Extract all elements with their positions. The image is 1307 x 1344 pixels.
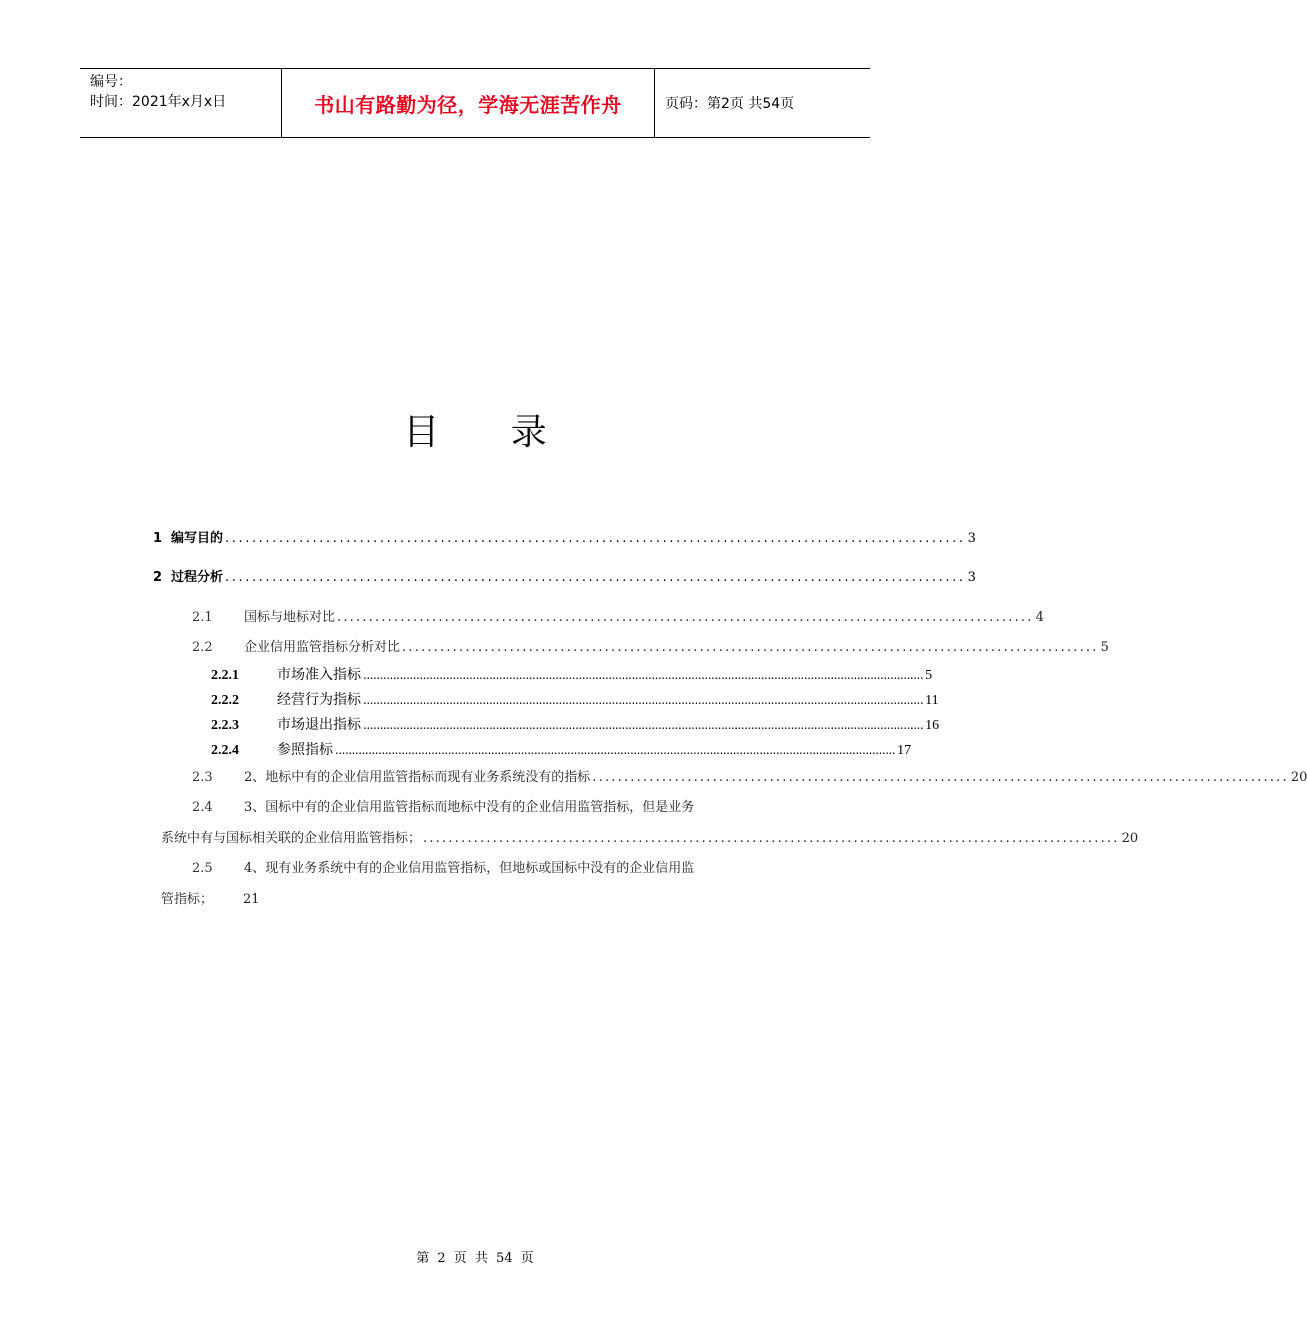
toc-entry-number: 2.2.3 — [211, 718, 239, 733]
toc-entry-2-2-2[interactable] — [211, 689, 939, 709]
toc-entry-2-1[interactable] — [192, 606, 1044, 625]
toc-entry-number: 1 — [153, 531, 163, 546]
toc-entry-number: 2.2 — [192, 640, 213, 655]
toc-entry-2-2[interactable] — [192, 636, 1109, 655]
toc-entry-number: 2.2.2 — [211, 693, 239, 708]
header-page-info: 页码：第2页 共54页 — [665, 96, 795, 112]
toc-entry-page: 3 — [967, 531, 976, 546]
header-time-label: 时间：2021年x月x日 — [90, 94, 227, 110]
toc-entry-text: 系统中有与国标相关联的企业信用监管指标； — [161, 831, 422, 846]
toc-entry-text: 经营行为指标 — [277, 692, 361, 708]
toc-title: 目 录 — [403, 412, 577, 453]
toc-leader: ......................................................................................................................................................................... — [363, 693, 924, 707]
toc-entry-number: 2.4 — [192, 800, 213, 815]
toc-leader: .............................................................................................................. — [225, 531, 966, 546]
toc-entry-number: 2.5 — [192, 861, 213, 876]
toc-entry-text: 市场准入指标 — [277, 667, 361, 683]
toc-entry-text: 国标与地标对比 — [244, 610, 336, 625]
toc-entry-text: 过程分析 — [171, 570, 224, 585]
toc-leader: .............................................................................................................. — [402, 640, 1099, 655]
toc-entry-number: 2.1 — [192, 610, 213, 625]
toc-entry-text: 4、现有业务系统中有的企业信用监管指标，但地标或国标中没有的企业信用监 — [244, 861, 695, 876]
toc-entry-text: 参照指标 — [277, 742, 333, 758]
toc-entry-page: 20 — [1121, 831, 1139, 846]
toc-leader: .............................................................................................................. — [423, 831, 1120, 846]
toc-entry-2-5-line1[interactable] — [192, 857, 694, 876]
toc-entry-text: 编写目的 — [171, 531, 224, 546]
header-motto: 书山有路勤为径，学海无涯苦作舟 — [282, 69, 655, 137]
toc-leader: ......................................................................................................................................................................... — [363, 718, 924, 732]
toc-entry-2[interactable] — [153, 566, 976, 585]
toc-entry-text: 管指标； — [161, 892, 214, 907]
toc-entry-text: 市场退出指标 — [277, 717, 361, 733]
header-number-label: 编号： — [90, 74, 132, 90]
toc-entry-page: 21 — [243, 892, 260, 907]
toc-entry-2-2-3[interactable] — [211, 714, 940, 734]
toc-entry-2-4-line1[interactable] — [192, 796, 694, 815]
toc-entry-page: 16 — [925, 718, 940, 733]
toc-entry-number: 2.3 — [192, 770, 213, 785]
toc-entry-number: 2 — [153, 570, 163, 585]
toc-entry-2-4-line2[interactable] — [161, 827, 1139, 846]
toc-entry-text: 企业信用监管指标分析对比 — [244, 640, 401, 655]
toc-leader: ......................................................................................................................................................................... — [363, 668, 924, 682]
toc-entry-page: 5 — [925, 668, 933, 683]
page-header — [80, 68, 870, 138]
toc-entry-2-2-1[interactable] — [211, 664, 933, 684]
toc-entry-2-3[interactable] — [192, 766, 1307, 785]
toc-entry-page: 20 — [1290, 770, 1307, 785]
toc-leader: .............................................................................................................. — [337, 610, 1034, 625]
toc-leader: ......................................................................................................................................................................... — [335, 743, 896, 757]
toc-entry-page: 11 — [925, 693, 939, 708]
toc-entry-page: 17 — [897, 743, 912, 758]
toc-entry-1[interactable] — [153, 527, 976, 546]
toc-entry-page: 4 — [1035, 610, 1044, 625]
toc-leader: .............................................................................................................. — [225, 570, 966, 585]
toc-entry-page: 5 — [1100, 640, 1109, 655]
toc-entry-page: 3 — [967, 570, 976, 585]
toc-entry-text: 2、地标中有的企业信用监管指标而现有业务系统没有的指标 — [244, 770, 591, 785]
toc-entry-number: 2.2.4 — [211, 743, 239, 758]
toc-entry-2-5-line2[interactable] — [161, 888, 260, 907]
page-footer: 第 2 页 共 54 页 — [416, 1251, 534, 1266]
header-meta — [80, 69, 282, 137]
toc-leader: .............................................................................................................. — [592, 770, 1289, 785]
toc-entry-2-2-4[interactable] — [211, 739, 912, 759]
toc-entry-text: 3、国标中有的企业信用监管指标而地标中没有的企业信用监管指标，但是业务 — [244, 800, 695, 815]
toc-entry-number: 2.2.1 — [211, 668, 239, 683]
